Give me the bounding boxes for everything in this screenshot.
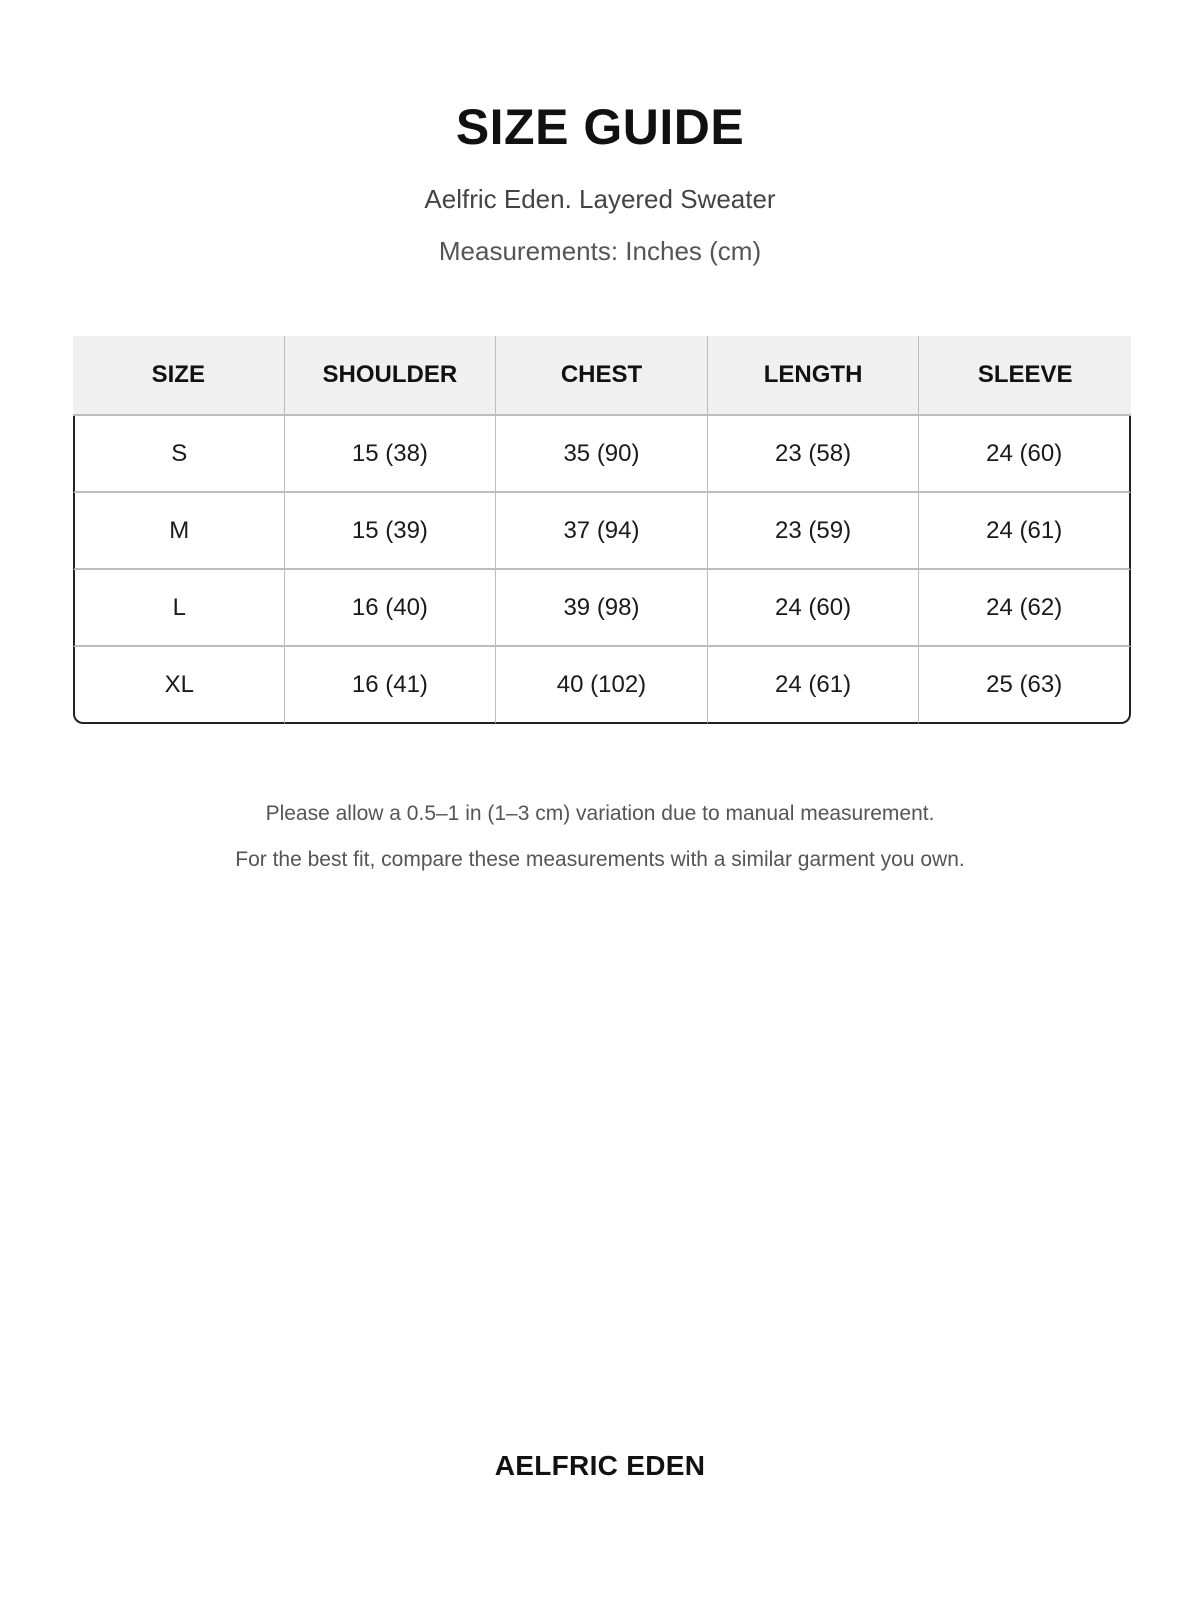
cell-shoulder: 15 (38) (285, 416, 497, 493)
measurement-units: Measurements: Inches (cm) (438, 236, 762, 266)
size-table (73, 336, 1131, 724)
cell-length: 23 (59) (708, 493, 920, 570)
cell-shoulder: 15 (39) (285, 493, 497, 570)
table-row (73, 647, 1131, 724)
page-title: SIZE GUIDE (455, 99, 745, 155)
cell-shoulder: 16 (40) (285, 570, 497, 647)
cell-shoulder: 16 (41) (285, 647, 497, 724)
variation-note: Please allow a 0.5–1 in (1–3 cm) variation due to manual measurement. (265, 802, 935, 825)
cell-chest: 37 (94) (496, 493, 708, 570)
cell-chest: 39 (98) (496, 570, 708, 647)
size-table-container (73, 336, 1131, 724)
cell-chest: 40 (102) (496, 647, 708, 724)
cell-size: S (73, 416, 285, 493)
brand-wordmark: AELFRIC EDEN (494, 1450, 706, 1481)
column-header-size: SIZE (73, 336, 285, 416)
cell-size: XL (73, 647, 285, 724)
cell-sleeve: 24 (61) (919, 493, 1131, 570)
table-header-row (73, 336, 1131, 416)
table-row (73, 493, 1131, 570)
cell-length: 24 (60) (708, 570, 920, 647)
cell-sleeve: 24 (62) (919, 570, 1131, 647)
column-header-chest: CHEST (496, 336, 708, 416)
cell-size: L (73, 570, 285, 647)
cell-length: 24 (61) (708, 647, 920, 724)
cell-size: M (73, 493, 285, 570)
table-row (73, 416, 1131, 493)
table-row (73, 570, 1131, 647)
product-name: Aelfric Eden. Layered Sweater (424, 184, 776, 214)
cell-sleeve: 25 (63) (919, 647, 1131, 724)
column-header-shoulder: SHOULDER (285, 336, 497, 416)
column-header-sleeve: SLEEVE (919, 336, 1131, 416)
fit-note: For the best fit, compare these measurements with a similar garment you own. (235, 848, 965, 871)
cell-length: 23 (58) (708, 416, 920, 493)
column-header-length: LENGTH (708, 336, 920, 416)
cell-sleeve: 24 (60) (919, 416, 1131, 493)
cell-chest: 35 (90) (496, 416, 708, 493)
